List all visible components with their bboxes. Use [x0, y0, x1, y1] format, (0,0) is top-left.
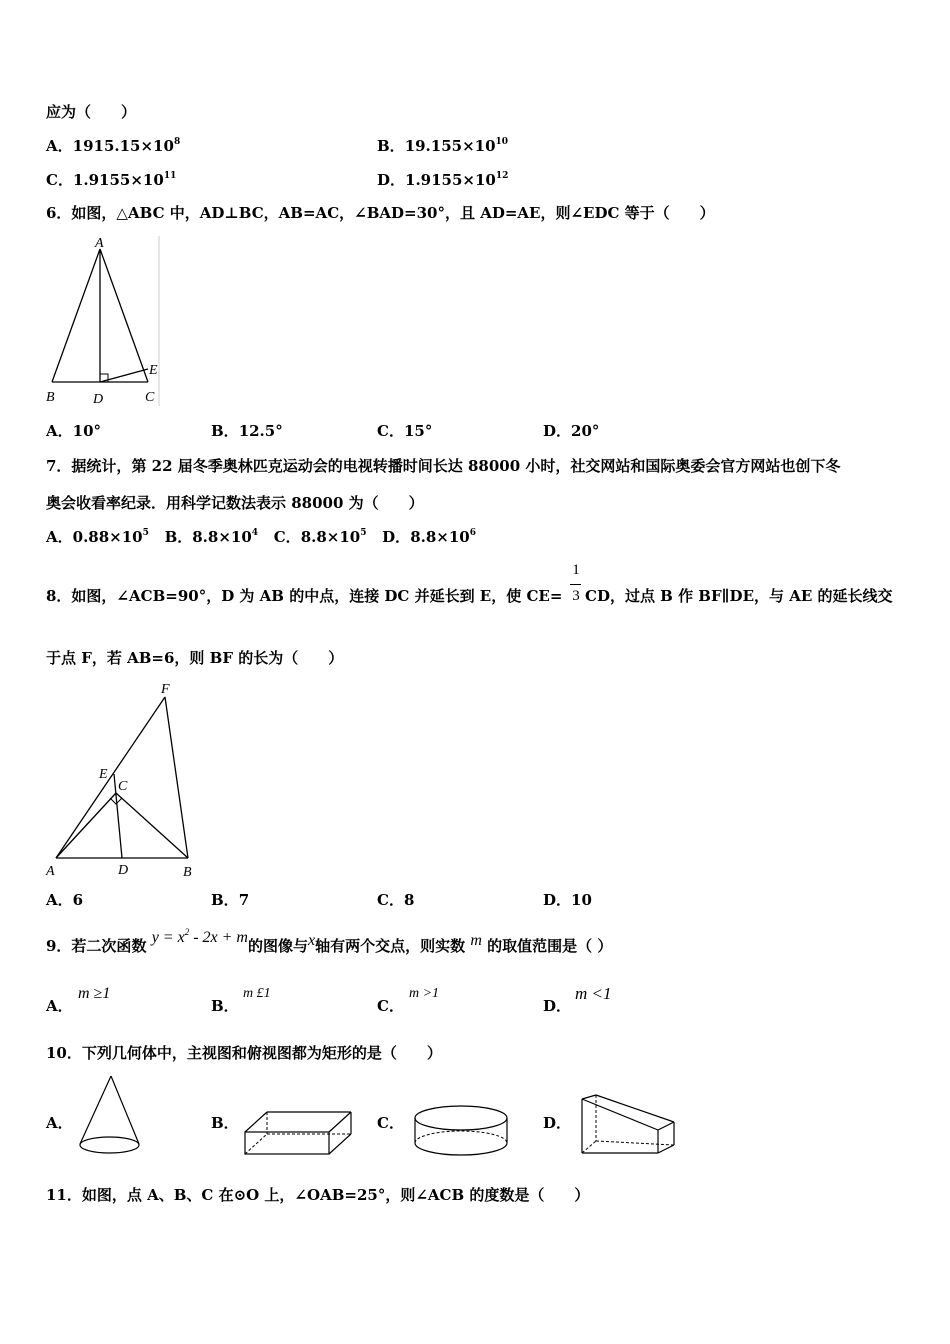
- q9-function: $y = x^2 - 2x + m$: [151, 927, 248, 946]
- q8-label-d: D: [118, 863, 129, 878]
- q8-stem-line2: 于点 F，若 AB=6，则 BF 的长为（ ）: [46, 649, 344, 667]
- q10-stem: 10．下列几何体中，主视图和俯视图都为矩形的是（ ）: [46, 1044, 442, 1062]
- q8-label-a: A: [46, 864, 55, 879]
- q5-option-d[interactable]: D．$1.9155\times 10^{12}$: [377, 171, 509, 189]
- q9-option-b[interactable]: B．: [211, 997, 239, 1015]
- q8-option-a[interactable]: A．6: [46, 891, 84, 909]
- q6-label-a: A: [95, 236, 104, 251]
- q7-option-b[interactable]: B．$8.8\times 10^4$: [164, 528, 259, 546]
- q10-option-d[interactable]: D．: [543, 1114, 572, 1132]
- q9-option-c-expr: m >1: [409, 986, 440, 1001]
- q6-option-d[interactable]: D．20°: [543, 422, 600, 440]
- q10-option-c[interactable]: C．: [377, 1114, 404, 1132]
- q6-label-d: D: [93, 392, 104, 407]
- q8-label-f: F: [161, 682, 170, 697]
- q7-stem-line1: 7．据统计，第 22 届冬季奥林匹克运动会的电视转播时间长达 88000 小时，社交网站和国际奥委会官方网站也创下冬: [46, 457, 841, 475]
- q8-option-b[interactable]: B．7: [211, 891, 250, 909]
- q6-triangle-figure: [44, 236, 164, 406]
- q6-option-b[interactable]: B．12.5°: [211, 422, 283, 440]
- q8-triangle-figure: [44, 680, 204, 880]
- q9-option-a[interactable]: A．: [46, 997, 73, 1015]
- q10-option-b[interactable]: B．: [211, 1114, 239, 1132]
- q8-label-b: B: [183, 865, 192, 880]
- q9-option-d[interactable]: D．: [543, 997, 572, 1015]
- q7-option-a[interactable]: A．$0.88\times 10^5$: [46, 528, 149, 546]
- cone-icon: [76, 1074, 146, 1159]
- q9-stem: 9．若二次函数 $y = x^2 - 2x + m$的图像与x轴有两个交点，则实数 m 的取值范围是（ ）: [46, 927, 613, 955]
- q9-option-a-expr: m ≥1: [78, 985, 111, 1002]
- q6-label-e: E: [149, 363, 158, 378]
- q7-options: [46, 527, 476, 547]
- q8-option-d[interactable]: D．10: [543, 891, 592, 909]
- q6-stem: 6．如图，△ABC 中，AD⊥BC，AB=AC，∠BAD=30°，且 AD=AE，则∠EDC 等于（ ）: [46, 204, 715, 222]
- q5-option-c[interactable]: C．$1.9155\times 10^{11}$: [46, 171, 177, 189]
- triangular-prism-icon: [578, 1093, 678, 1158]
- q6-option-a[interactable]: A．10°: [46, 422, 102, 440]
- q10-option-a[interactable]: A．: [46, 1114, 73, 1132]
- q8-fraction-denominator: 3: [572, 588, 580, 604]
- q6-label-c: C: [145, 390, 155, 405]
- q7-option-d[interactable]: D．$8.8\times 10^6$: [382, 528, 476, 546]
- q6-label-b: B: [46, 390, 55, 405]
- q8-option-c[interactable]: C．8: [377, 891, 415, 909]
- q8-fraction-numerator: 1: [572, 562, 580, 578]
- q8-label-c: C: [118, 779, 128, 794]
- cylinder-icon: [411, 1102, 511, 1162]
- q9-option-b-expr: m £1: [243, 986, 271, 1001]
- q11-stem: 11．如图，点 A、B、C 在⊙O 上，∠OAB=25°，则∠ACB 的度数是（ ）: [46, 1186, 590, 1204]
- cuboid-icon: [241, 1108, 356, 1158]
- q5-stem-tail: 应为（ ）: [46, 103, 137, 121]
- q6-option-c[interactable]: C．15°: [377, 422, 433, 440]
- q5-option-a[interactable]: A．$1915.15\times 10^8$: [46, 137, 181, 155]
- q8-stem-part2: CD，过点 B 作 BF∥DE，与 AE 的延长线交: [585, 587, 893, 605]
- q9-option-d-expr: m <1: [575, 984, 612, 1003]
- q8-label-e: E: [99, 767, 108, 782]
- q8-fraction-bar: [570, 584, 581, 585]
- q9-option-c[interactable]: C．: [377, 997, 404, 1015]
- q7-option-c[interactable]: C．$8.8\times 10^5$: [273, 528, 367, 546]
- q5-option-b[interactable]: B．$19.155\times 10^{10}$: [377, 137, 509, 155]
- q7-stem-line2: 奥会收看率纪录．用科学记数法表示 88000 为（ ）: [46, 494, 424, 512]
- q8-stem-part1: 8．如图，∠ACB=90°，D 为 AB 的中点，连接 DC 并延长到 E，使 CE=: [46, 587, 563, 605]
